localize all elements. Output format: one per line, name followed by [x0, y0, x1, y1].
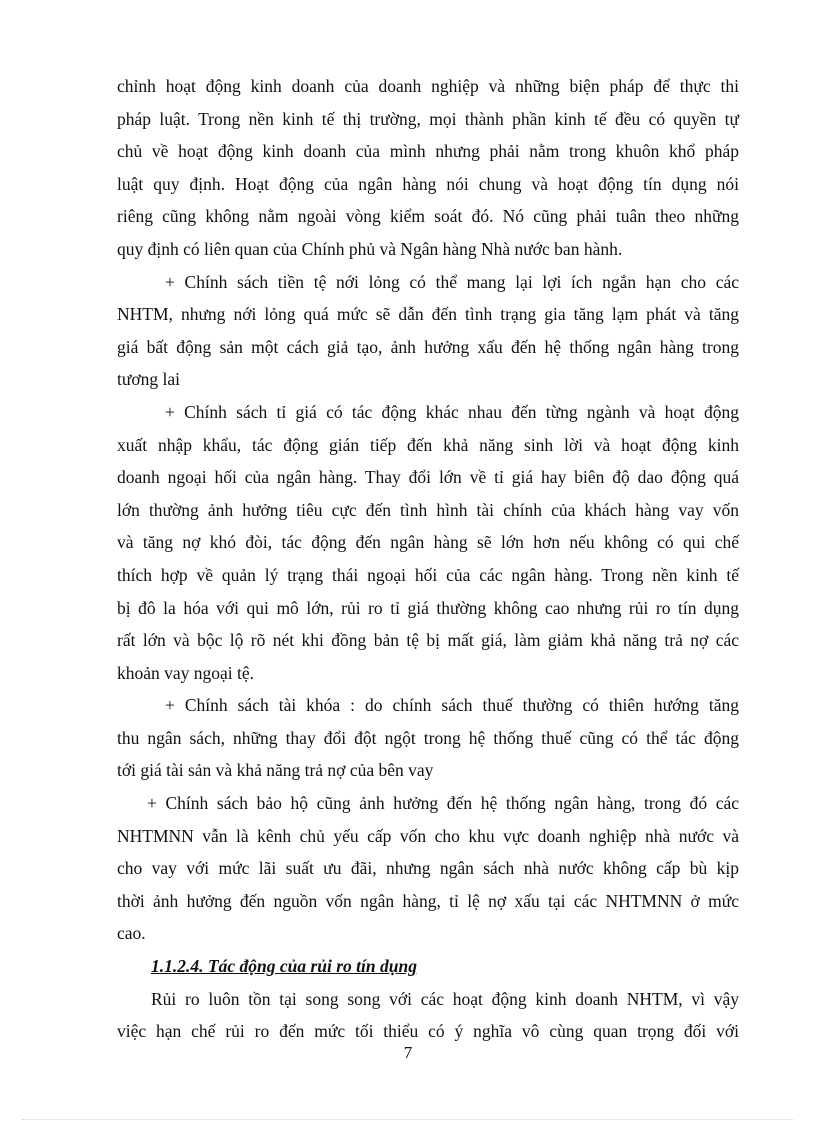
paragraph-protection-policy — [117, 787, 739, 950]
text-line: pháp luật. Trong nền kinh tế thị trường, mọi thành phần kinh tế đều có quyền tự — [117, 108, 739, 129]
text-line: NHTM, nhưng nới lỏng quá mức sẽ dẫn đến tình trạng gia tăng lạm phát và tăng — [117, 304, 739, 325]
text-line: riêng cũng không nằm ngoài vòng kiểm soát đó. Nó cũng phải tuân theo những — [117, 206, 739, 227]
document-body — [117, 70, 739, 1048]
text-line: cho vay với mức lãi suất ưu đãi, nhưng ngân sách nhà nước không cấp bù kịp — [117, 858, 739, 879]
text-line: cao. — [117, 923, 146, 944]
text-line: và tăng nợ khó đòi, tác động đến ngân hàng sẽ lớn hơn nếu không có qui chế — [117, 532, 739, 553]
text-line: thu ngân sách, những thay đổi đột ngột trong hệ thống thuế cũng có thể tác động — [117, 727, 739, 748]
page-bottom-divider — [22, 1119, 794, 1120]
text-line: doanh ngoại hối của ngân hàng. Thay đổi lớn về tỉ giá hay biên độ dao động quá — [117, 467, 739, 488]
paragraph-exchange-rate-policy — [117, 396, 739, 689]
text-line: + Chính sách tiền tệ nới lỏng có thể mang lại lợi ích ngắn hạn cho các — [165, 271, 739, 292]
text-line: + Chính sách tỉ giá có tác động khác nhau đến từng ngành và hoạt động — [165, 401, 739, 422]
text-line: chủ về hoạt động kinh doanh của mình nhưng phải nằm trong khuôn khổ pháp — [117, 141, 739, 162]
text-line: + Chính sách tài khóa : do chính sách thuế thường có thiên hướng tăng — [165, 695, 739, 716]
paragraph-fiscal-policy — [117, 689, 739, 787]
paragraph-legal-regulation — [117, 70, 739, 266]
text-line: khoản vay ngoại tệ. — [117, 662, 255, 683]
text-line: + Chính sách bảo hộ cũng ảnh hưởng đến hệ thống ngân hàng, trong đó các — [147, 793, 739, 814]
section-heading: 1.1.2.4. Tác động của rủi ro tín dụng — [151, 956, 417, 977]
paragraph-credit-risk-impact — [117, 983, 739, 1048]
text-line: việc hạn chế rủi ro đến mức tối thiểu có ý nghĩa vô cùng quan trọng đối với — [117, 1021, 739, 1042]
text-line: tương lai — [117, 369, 180, 390]
text-line: thời ảnh hưởng đến nguồn vốn ngân hàng, tỉ lệ nợ xấu tại các NHTMNN ở mức — [117, 890, 739, 911]
paragraph-monetary-policy — [117, 266, 739, 396]
text-line: xuất nhập khẩu, tác động gián tiếp đến khả năng sinh lời và hoạt động kinh — [117, 434, 739, 455]
text-line: giá bất động sản một cách giả tạo, ảnh hưởng xấu đến hệ thống ngân hàng trong — [117, 336, 739, 357]
text-line: rất lớn và bộc lộ rõ nét khi đồng bản tệ bị mất giá, làm giảm khả năng trả nợ các — [117, 630, 739, 651]
text-line: chỉnh hoạt động kinh doanh của doanh nghiệp và những biện pháp để thực thi — [117, 76, 739, 96]
text-line: luật quy định. Hoạt động của ngân hàng nói chung và hoạt động tín dụng nói — [117, 173, 739, 194]
text-line: quy định có liên quan của Chính phủ và Ngân hàng Nhà nước ban hành. — [117, 238, 623, 259]
text-line: thích hợp về quản lý trạng thái ngoại hối của các ngân hàng. Trong nền kinh tế — [117, 564, 739, 585]
text-line: lớn thường ảnh hưởng tiêu cực đến tình hình tài chính của khách hàng vay vốn — [117, 499, 739, 520]
text-line: tới giá tài sản và khả năng trả nợ của bên vay — [117, 760, 434, 781]
text-line: Rủi ro luôn tồn tại song song với các hoạt động kinh doanh NHTM, vì vậy — [151, 988, 739, 1009]
text-line: bị đô la hóa với qui mô lớn, rủi ro tỉ giá thường không cao nhưng rủi ro tín dụng — [117, 597, 739, 618]
page-number: 7 — [403, 1043, 413, 1062]
text-line: NHTMNN vẫn là kênh chủ yếu cấp vốn cho khu vực doanh nghiệp nhà nước và — [117, 825, 739, 846]
